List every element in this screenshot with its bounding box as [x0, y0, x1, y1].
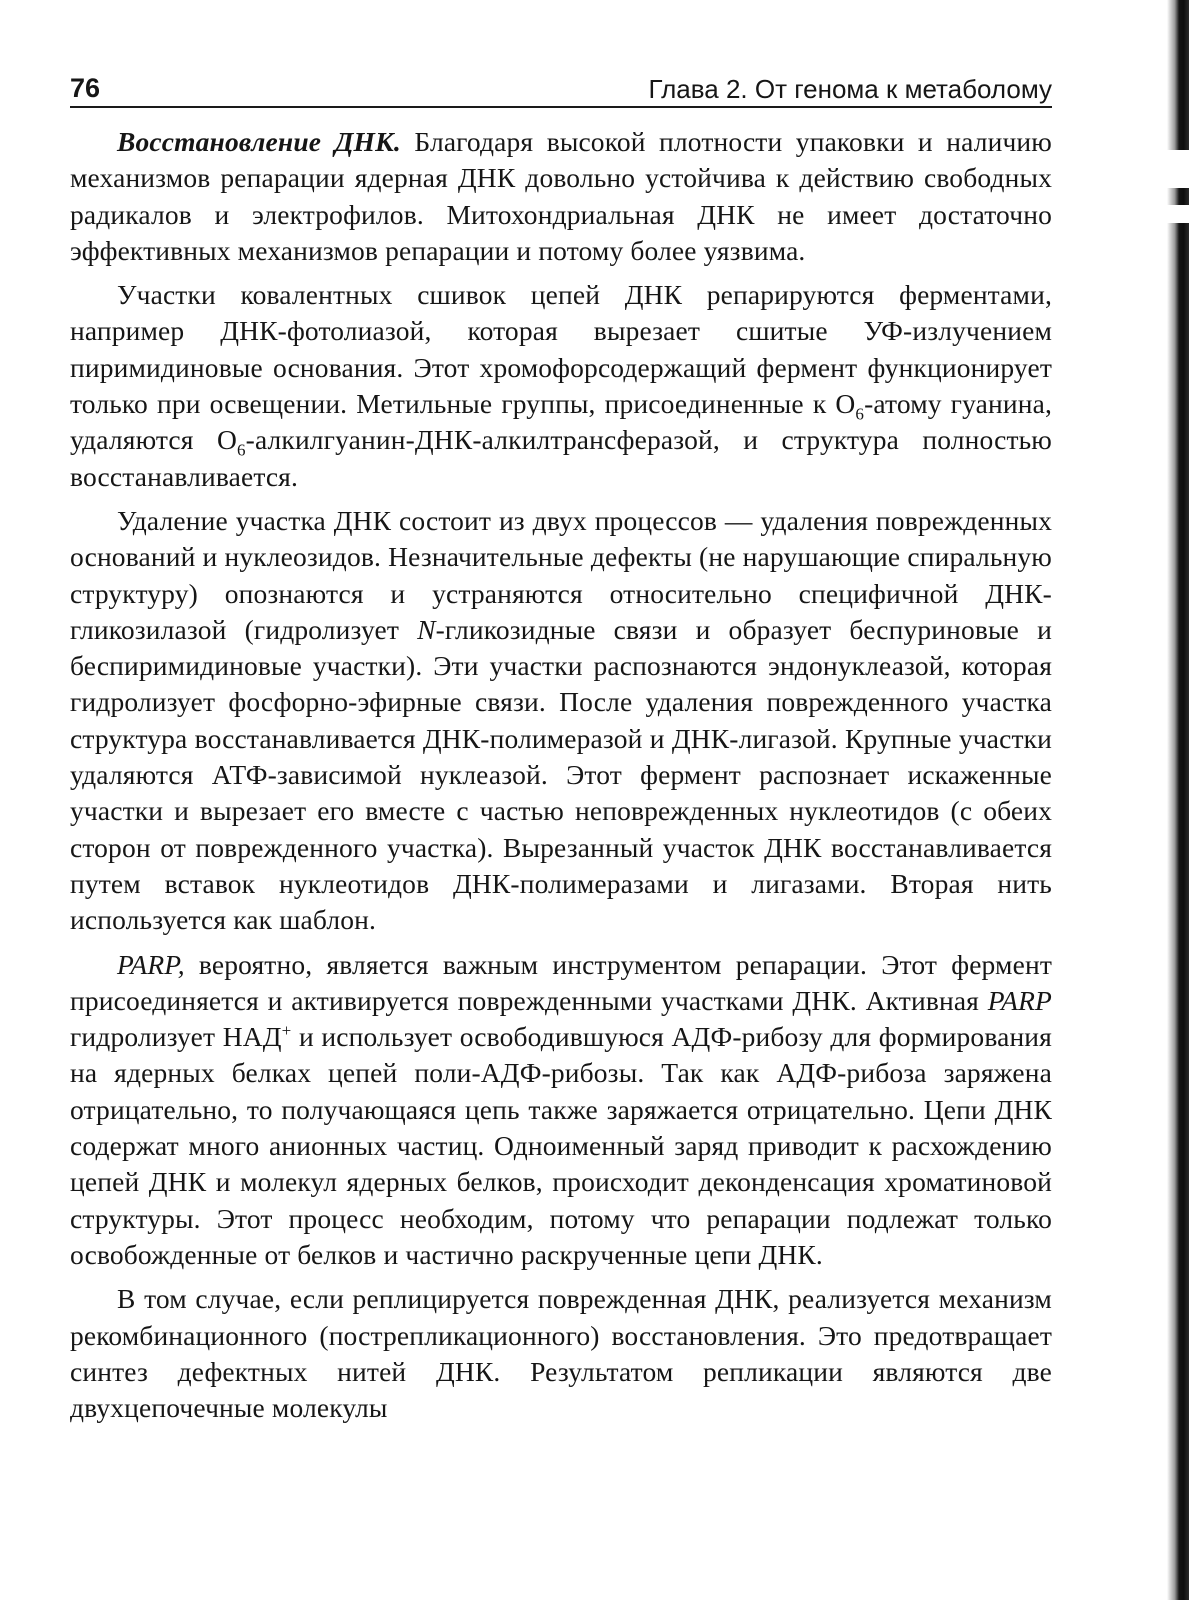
paragraph-dna-repair: [70, 124, 1052, 269]
page-header: [70, 64, 1052, 108]
paragraph-text: В том случае, если реплицируется поврежденная ДНК, реализуется механизм рекомбинационного (пострепликационного) восстановления. Это предотвращает синтез дефектных нитей ДНК. Результатом репликации являются две двухцепочечные молекулы: [70, 1283, 1052, 1424]
paragraph-text-part: Участки ковалентных сшивок цепей ДНК репарируются ферментами, например ДНК-фотолиазой, которая вырезает сшитые УФ-излучением пиримидиновые основания. Этот хромофорсодержащий фермент функционирует только при освещении. Метильные группы, присоединенные к O: [70, 279, 1052, 420]
paragraph-excision: [70, 503, 1052, 939]
running-title: Глава 2. От генома к метаболому: [648, 74, 1052, 104]
paragraph-recombination: [70, 1281, 1052, 1426]
paragraph-crosslinks: [70, 277, 1052, 495]
paragraph-text-part: -алкилгуанин-ДНК-алкилтрансферазой, и структура полностью восстанавливается.: [70, 424, 1052, 492]
paragraph-text-part: вероятно, является важным инструментом репарации. Этот фермент присоединяется и активируется поврежденными участками ДНК. Активная: [70, 948, 1052, 1016]
paragraph-text-part: гидролизует НАД: [70, 1021, 282, 1053]
paragraph-text: Благодаря высокой плотности упаковки и наличию механизмов репарации ядерная ДНК довольно устойчива к действию свободных радикалов и электрофилов. Митохондриальная ДНК не имеет достаточно эффективных механизмов репарации и потому более уязвима.: [70, 126, 1052, 266]
superscript: +: [281, 1020, 292, 1040]
binding-edge-gap: [1167, 205, 1189, 223]
paragraph-text-part: -атому гуанина, удаляются O: [70, 388, 1052, 456]
italic-term: PARP: [987, 984, 1052, 1016]
paragraph-lead: PARP,: [117, 948, 185, 980]
paragraph-text-part: -гликозидные связи и образует беспуриновые и беспиримидиновые участки). Эти участки распознаются эндонуклеазой, которая гидролизует фосфорно-эфирные связи. После удаления поврежденного участка структура восстанавливается ДНК-полимеразой и ДНК-лигазой. Крупные участки удаляются АТФ-зависимой нуклеазой. Этот фермент распознает искаженные участки и вырезает его вместе с частью неповрежденных нуклеотидов (с обеих сторон от поврежденного участка). Вырезанный участок ДНК восстанавливается путем вставок нуклеотидов ДНК-полимеразами и лигазами. Вторая нить используется как шаблон.: [70, 613, 1052, 936]
page-number: 76: [70, 73, 101, 103]
header-rule: [70, 106, 1052, 108]
italic-term: N: [417, 613, 436, 645]
paragraph-parp: [70, 947, 1052, 1274]
subscript: 6: [855, 404, 865, 424]
paragraph-text-part: Удаление участка ДНК состоит из двух процессов — удаления поврежденных оснований и нуклеозидов. Незначительные дефекты (не нарушающие спиральную структуру) опознаются и устраняются относительно специфичной ДНК-гликозилазой (гидролизует: [70, 504, 1052, 645]
binding-edge-shadow: [1167, 0, 1189, 1600]
body-text: [70, 124, 1052, 1434]
binding-edge-gap: [1167, 150, 1189, 188]
subscript: 6: [236, 440, 246, 460]
paragraph-text-part: и использует освободившуюся АДФ-рибозу для формирования на ядерных белках цепей поли-АДФ-рибозы. Так как АДФ-рибоза заряжена отрицательно, то получающаяся цепь также заряжается отрицательно. Цепи ДНК содержат много анионных частиц. Одноименный заряд приводит к расхождению цепей ДНК и молекул ядерных белков, происходит деконденсация хроматиновой структуры. Этот процесс необходим, потому что репарации подлежат только освобожденные от белков и частично раскрученные цепи ДНК.: [70, 1021, 1052, 1270]
paragraph-lead: Восстановление ДНК.: [117, 126, 401, 157]
